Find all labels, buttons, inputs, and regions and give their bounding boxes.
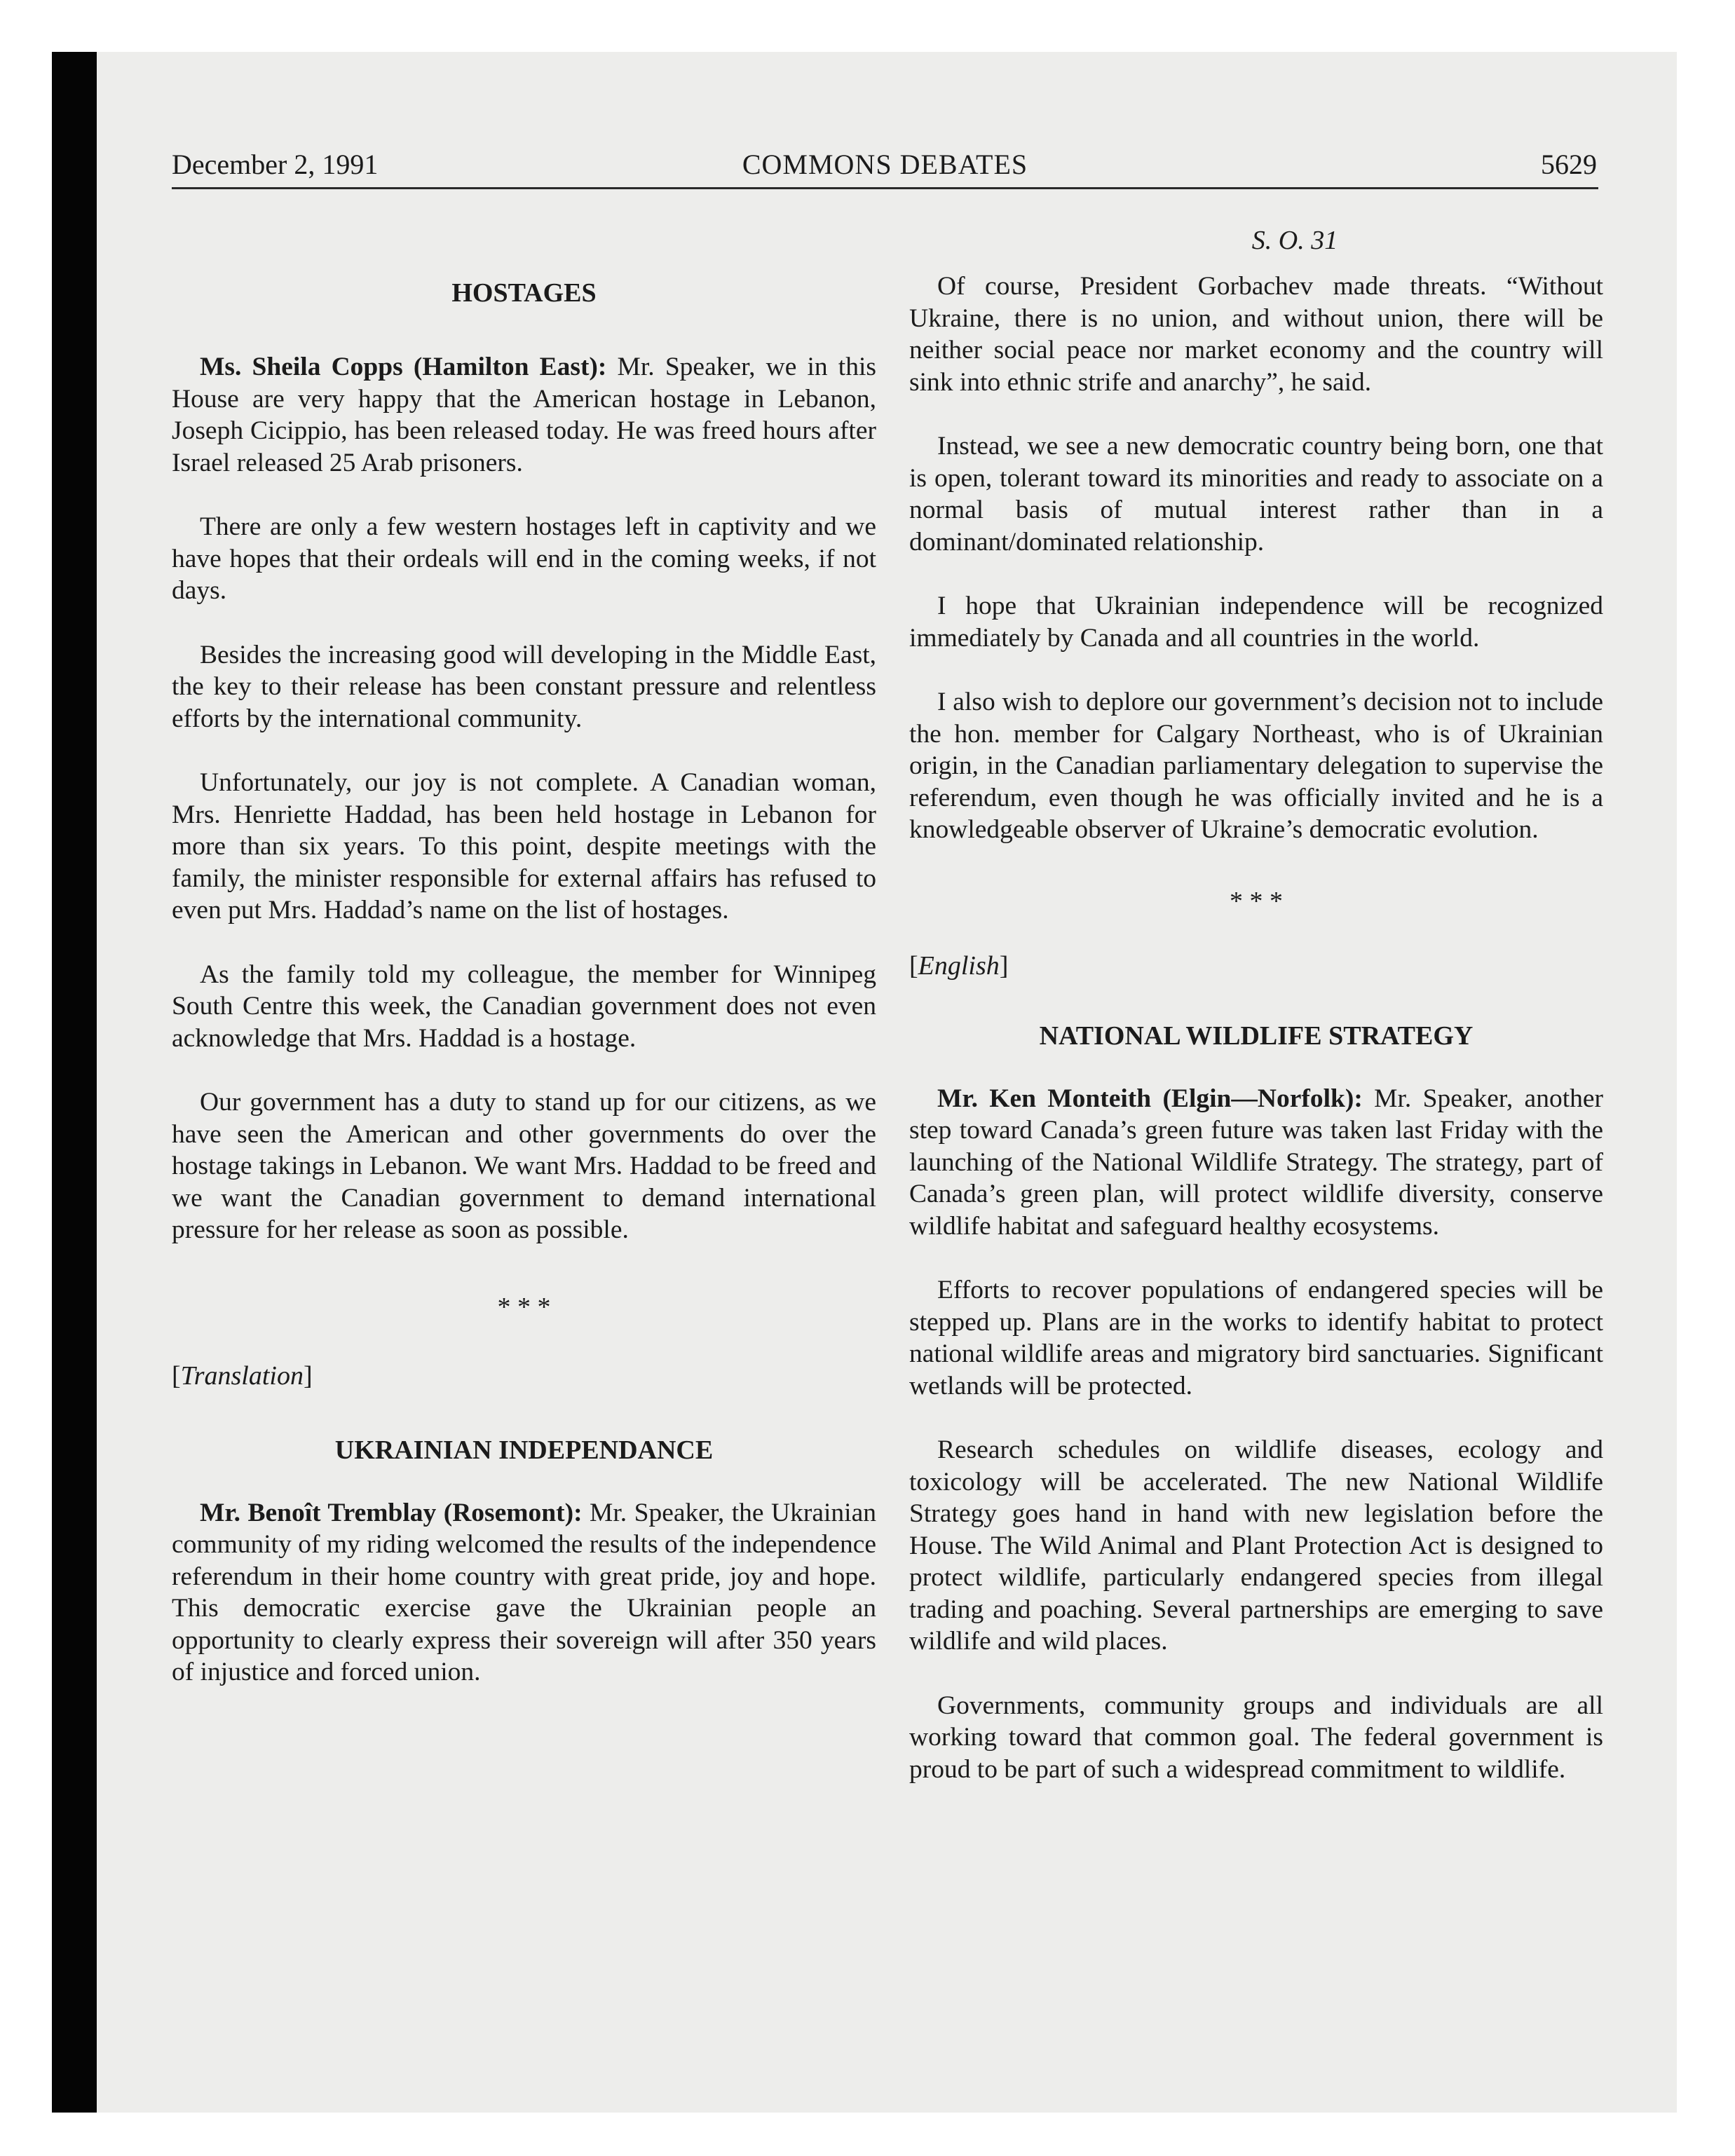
paragraph-tremblay-4: I hope that Ukrainian independence will be recognized immediately by Canada and all countries in the world. [909, 592, 1603, 653]
paragraph-tremblay-3: Instead, we see a new democratic country being born, one that is open, tolerant toward its minorities and ready to associate on a normal basis of mutual interest rather than in a dominant/dominated relationship. [909, 432, 1603, 557]
paragraph-tremblay-1 [172, 1497, 876, 1688]
paragraph-monteith-4: Governments, community groups and individuals are all working toward that common goal. The federal government is proud to be part of such a widespread commitment to wildlife. [909, 1691, 1603, 1784]
header-title: COMMONS DEBATES [742, 149, 1028, 180]
paragraph-tremblay-2: Of course, President Gorbachev made threats. “Without Ukraine, there is no union, and without union, there will be neither social peace nor market economy and the country will sink into ethnic strife and anarchy”, he said. [909, 272, 1603, 397]
right-column [909, 224, 1603, 1785]
speaker-tremblay: Mr. Benoît Tremblay (Rosemont): [200, 1498, 583, 1527]
header-page-number: 5629 [1541, 149, 1597, 180]
header-date: December 2, 1991 [172, 149, 379, 180]
paragraph-copps-2: There are only a few western hostages left in captivity and we have hopes that their ordeals will end in the coming weeks, if not days. [172, 512, 876, 605]
section-divider-stars: * * * [497, 1292, 551, 1322]
speech-tremblay: Mr. Speaker, the Ukrainian community of my riding welcomed the results of the independence referendum in their home country with great pride, joy and hope. This democratic exercise gave the Ukrainian people an opportunity to clearly express their sovereign will after 350 years of injustice and forced union. [172, 1498, 876, 1686]
english-note: [English] [909, 950, 1009, 981]
paragraph-copps-5: As the family told my colleague, the member for Winnipeg South Centre this week, the Canadian government does not even acknowledge that Mrs. Haddad is a hostage. [172, 960, 876, 1053]
ukrainian-independance-heading: UKRAINIAN INDEPENDANCE [334, 1435, 714, 1465]
page-header [172, 144, 1598, 189]
paragraph-tremblay-5: I also wish to deplore our government’s decision not to include the hon. member for Calgary Northeast, who is of Ukrainian origin, in the Canadian parliamentary delegation to supervise the referendum, even though he was officially invited and he is a knowledgeable observer of Ukraine’s democratic evolution. [909, 688, 1603, 844]
paragraph-monteith-3: Research schedules on wildlife diseases, ecology and toxicology will be accelerated. The new National Wildlife Strategy goes hand in hand with new legislation before the House. The Wild Animal and Plant Protection Act is designed to protect wildlife, particularly endangered species from illegal trading and poaching. Several partnerships are emerging to save wildlife and wild places. [909, 1435, 1603, 1656]
binding-edge [52, 52, 97, 2113]
paragraph-copps-3: Besides the increasing good will developing in the Middle East, the key to their release has been constant pressure and relentless efforts by the international community. [172, 640, 876, 733]
speaker-copps: Ms. Sheila Copps (Hamilton East): [200, 353, 607, 381]
translation-note: [Translation] [172, 1360, 313, 1391]
standing-order-label: S. O. 31 [1251, 226, 1338, 255]
national-wildlife-strategy-heading: NATIONAL WILDLIFE STRATEGY [1039, 1021, 1474, 1051]
section-divider-stars-right: * * * [1230, 886, 1283, 916]
paragraph-monteith-1 [909, 1083, 1603, 1243]
paragraph-copps-1 [172, 351, 876, 479]
speech-monteith: Mr. Speaker, another step toward Canada’s green future was taken last Friday with the launching of the National Wildlife Strategy. The strategy, part of Canada’s green plan, will protect wildlife diversity, conserve wildlife habitat and safeguard healthy ecosystems. [909, 1084, 1603, 1241]
hostages-heading: HOSTAGES [451, 278, 597, 308]
paragraph-copps-4: Unfortunately, our joy is not complete. A Canadian woman, Mrs. Henriette Haddad, has been held hostage in Lebanon for more than six years. To this point, despite meetings with the family, the minister responsible for external affairs has refused to even put Mrs. Haddad’s name on the list of hostages. [172, 768, 876, 925]
paragraph-monteith-2: Efforts to recover populations of endangered species will be stepped up. Plans are in the works to identify habitat to protect national wildlife areas and migratory bird sanctuaries. Significant wetlands will be protected. [909, 1276, 1603, 1400]
speaker-monteith: Mr. Ken Monteith (Elgin—Norfolk): [937, 1084, 1363, 1113]
paragraph-copps-6: Our government has a duty to stand up for our citizens, as we have seen the American and other governments do over the hostage takings in Lebanon. We want Mrs. Haddad to be freed and we want the Canadian government to demand international pressure for her release as soon as possible. [172, 1088, 876, 1244]
speech-copps: Mr. Speaker, we in this House are very happy that the American hostage in Lebanon, Joseph Cicippio, has been released today. He was freed hours after Israel released 25 Arab prisoners. [172, 353, 876, 477]
left-column [172, 277, 876, 1688]
